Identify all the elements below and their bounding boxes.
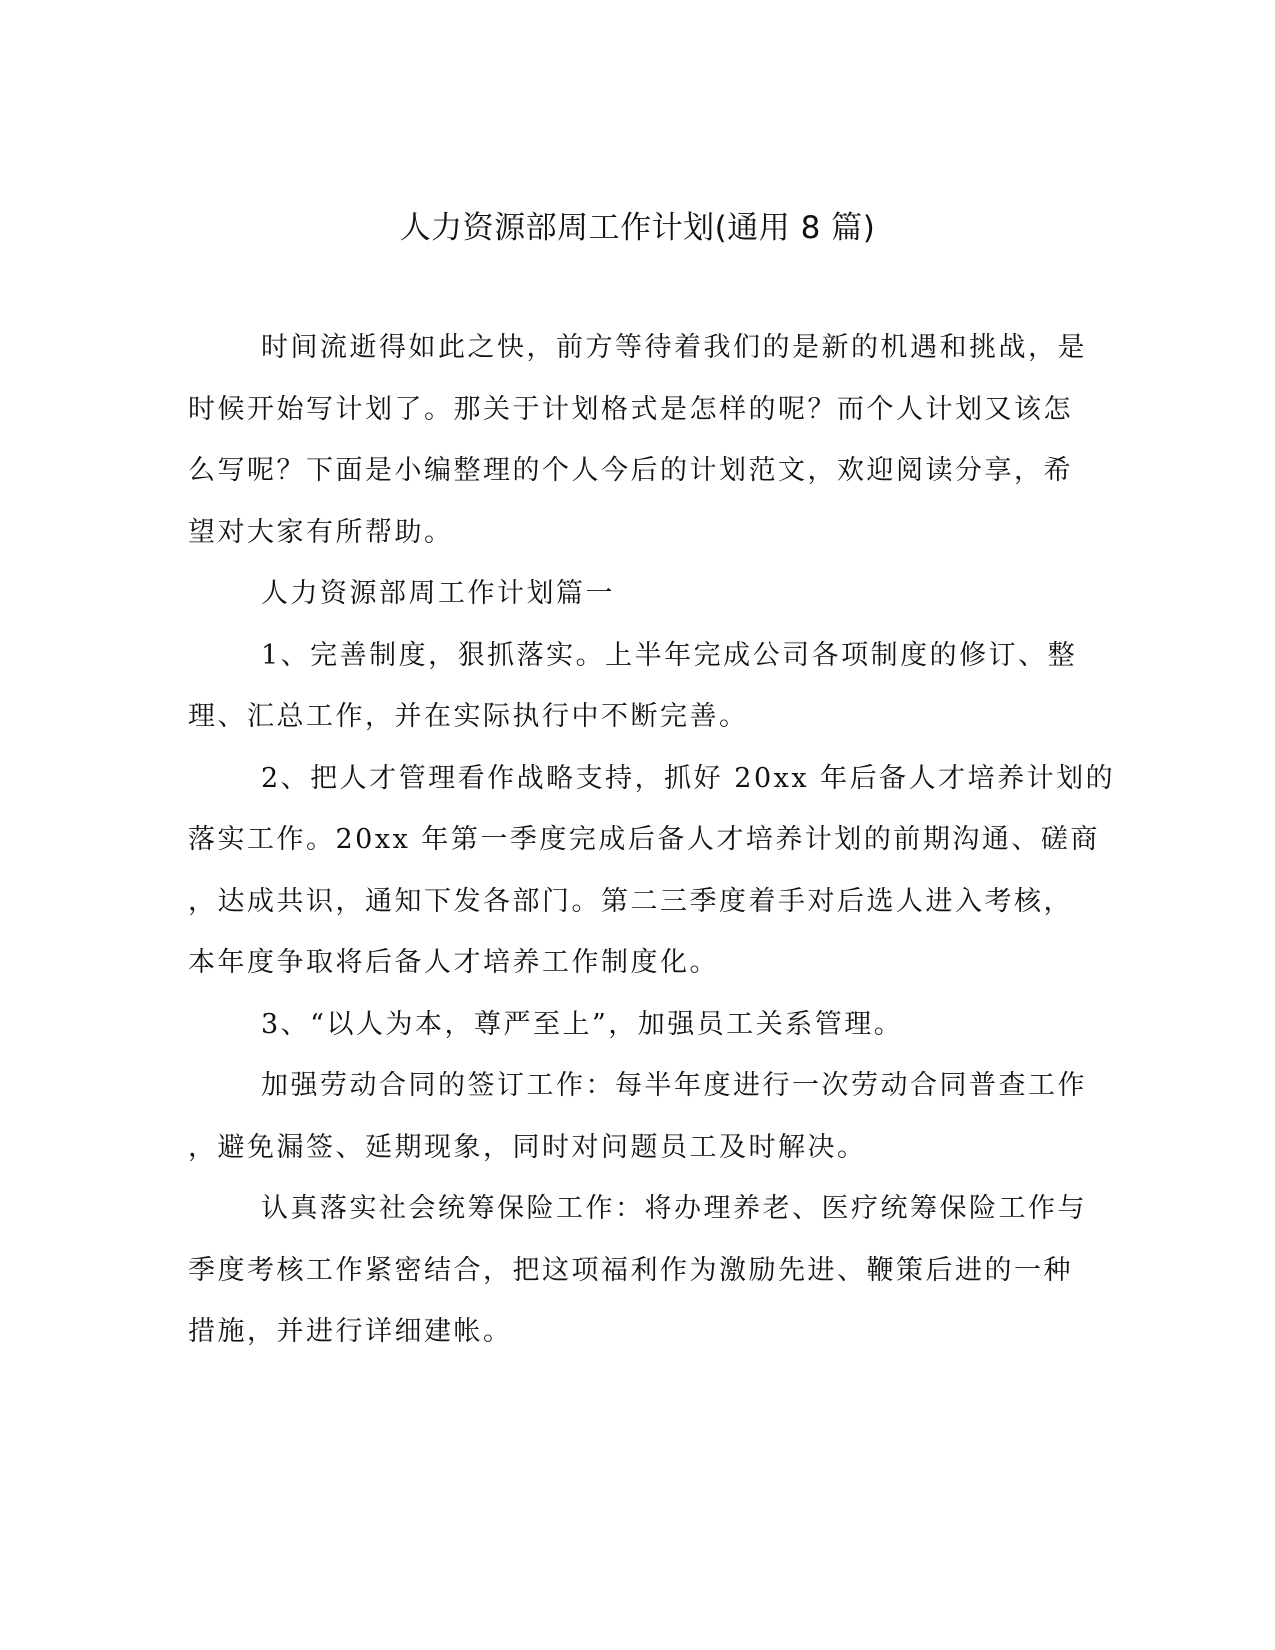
paragraph-line: 认真落实社会统筹保险工作：将办理养老、医疗统筹保险工作与 bbox=[261, 1193, 1087, 1224]
paragraph-line: 季度考核工作紧密结合，把这项福利作为激励先进、鞭策后进的一种 bbox=[188, 1254, 1073, 1286]
paragraph-line: 理、汇总工作，并在实际执行中不断完善。 bbox=[188, 701, 749, 732]
paragraph-line: 本年度争取将后备人才培养工作制度化。 bbox=[188, 947, 719, 978]
paragraph-line: 2、把人才管理看作战略支持，抓好 20xx 年后备人才培养计划的 bbox=[261, 762, 1116, 794]
document-title: 人力资源部周工作计划(通用 8 篇) bbox=[399, 210, 876, 246]
section-heading: 人力资源部周工作计划篇一 bbox=[261, 578, 615, 609]
paragraph-line: 望对大家有所帮助。 bbox=[188, 516, 454, 548]
paragraph-line: ，避免漏签、延期现象，同时对问题员工及时解决。 bbox=[188, 1131, 867, 1163]
paragraph-line: 3、“以人为本，尊严至上”，加强员工关系管理。 bbox=[261, 1008, 904, 1040]
paragraph-line: 1、完善制度，狠抓落实。上半年完成公司各项制度的修订、整 bbox=[261, 639, 1078, 671]
paragraph-line: 落实工作。20xx 年第一季度完成后备人才培养计划的前期沟通、磋商 bbox=[188, 824, 1100, 855]
paragraph-line: 么写呢？下面是小编整理的个人今后的计划范文，欢迎阅读分享，希 bbox=[188, 455, 1073, 486]
paragraph-line: 时候开始写计划了。那关于计划格式是怎样的呢？而个人计划又该怎 bbox=[188, 393, 1073, 425]
paragraph-line: ，达成共识，通知下发各部门。第二三季度着手对后选人进入考核， bbox=[188, 885, 1073, 917]
paragraph-line: 时间流逝得如此之快，前方等待着我们的是新的机遇和挑战，是 bbox=[261, 332, 1087, 363]
document-body bbox=[188, 330, 1116, 1376]
paragraph-line: 加强劳动合同的签订工作：每半年度进行一次劳动合同普查工作 bbox=[261, 1070, 1087, 1101]
paragraph-line: 措施，并进行详细建帐。 bbox=[188, 1316, 513, 1347]
